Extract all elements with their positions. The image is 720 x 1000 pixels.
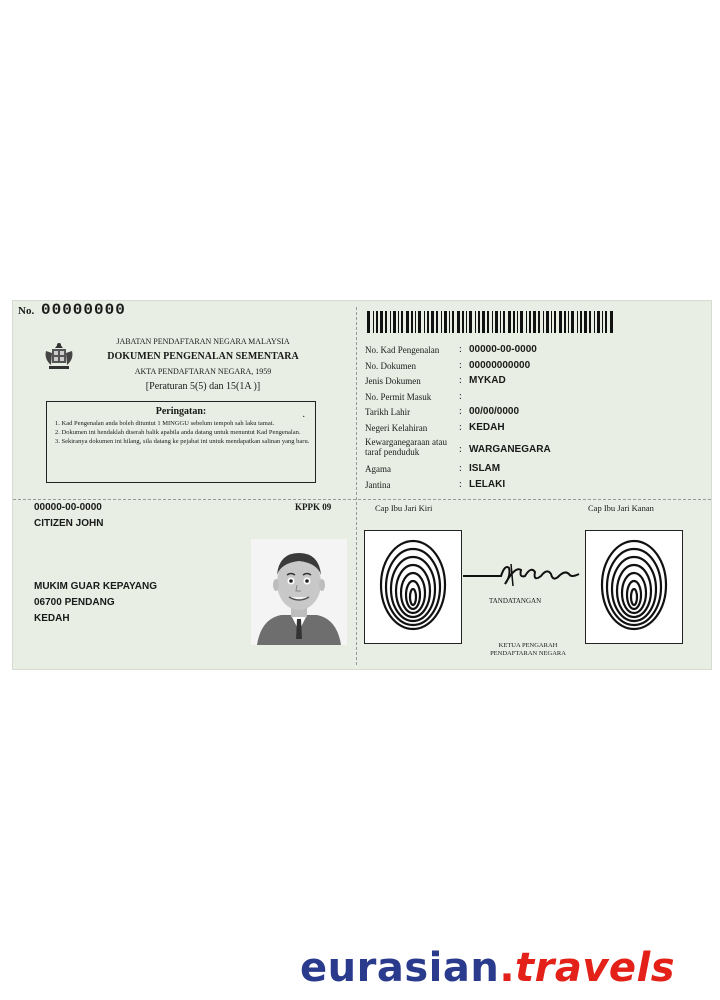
field-value: WARGANEGARA xyxy=(469,444,551,455)
barcode-bar xyxy=(380,311,383,333)
barcode-bar xyxy=(500,311,501,333)
barcode-bar xyxy=(564,311,566,333)
barcode-bar xyxy=(398,311,399,333)
warning-item: 1. Kad Pengenalan anda boleh dituntut 1 MINGGU sebelum tempoh sah laku tamat. xyxy=(55,420,275,427)
barcode-bar xyxy=(577,311,578,333)
office-code: KPPK 09 xyxy=(295,502,332,512)
field-row-ic-number xyxy=(365,343,705,359)
field-colon: : xyxy=(459,444,462,455)
holder-ic-number: 00000-00-0000 xyxy=(34,502,102,513)
warning-mark: . xyxy=(302,409,305,420)
barcode-bar xyxy=(571,311,574,333)
document-title: DOKUMEN PENGENALAN SEMENTARA xyxy=(107,351,299,362)
barcode-bar xyxy=(503,311,505,333)
barcode-bar xyxy=(475,311,476,333)
barcode-bar xyxy=(495,311,498,333)
field-value: 00000000000 xyxy=(469,359,531,371)
crest-icon xyxy=(41,339,77,375)
barcode-bar xyxy=(431,311,434,333)
signature-label: TANDATANGAN xyxy=(489,597,542,605)
field-label: No. Kad Pengenalan xyxy=(365,345,440,355)
barcode-bar xyxy=(594,311,595,333)
officer-title-line: KETUA PENGARAH xyxy=(498,642,558,649)
field-row-birth-state xyxy=(365,421,705,437)
field-label: Negeri Kelahiran xyxy=(365,422,428,433)
barcode-bar xyxy=(449,311,450,333)
temporary-id-document xyxy=(12,300,712,670)
right-thumb-label: Cap Ibu Jari Kanan xyxy=(588,503,654,513)
barcode-bar xyxy=(492,311,493,333)
barcode-bar xyxy=(424,311,425,333)
barcode-bar xyxy=(551,311,552,333)
field-row-gender xyxy=(365,478,705,494)
barcode-bar xyxy=(554,311,556,333)
warning-box xyxy=(46,401,316,483)
doc-number: 00000000 xyxy=(41,301,126,319)
barcode-bar xyxy=(385,311,387,333)
right-thumbprint-box xyxy=(585,530,683,644)
barcode-bar xyxy=(373,311,374,333)
barcode-bar xyxy=(482,311,485,333)
address-line: 06700 PENDANG xyxy=(34,597,115,608)
barcode-icon xyxy=(367,311,617,333)
field-row-permit xyxy=(365,390,705,406)
barcode-bar xyxy=(444,311,447,333)
warning-list xyxy=(55,420,310,447)
field-label: Jenis Dokumen xyxy=(365,376,421,386)
barcode-bar xyxy=(390,311,391,333)
field-row-doc-number xyxy=(365,359,705,375)
field-row-religion xyxy=(365,462,705,478)
barcode-bar xyxy=(546,311,549,333)
field-value: MYKAD xyxy=(469,375,506,386)
field-value: LELAKI xyxy=(469,478,506,490)
barcode-bar xyxy=(597,311,600,333)
vertical-perforation xyxy=(356,307,357,665)
barcode-bar xyxy=(605,311,607,333)
left-thumb-label: Cap Ibu Jari Kiri xyxy=(375,503,433,513)
barcode-bar xyxy=(508,311,511,333)
brand-dot: . xyxy=(499,945,516,991)
brand-name: eurasian xyxy=(300,945,500,991)
barcode-bar xyxy=(543,311,544,333)
barcode-bar xyxy=(401,311,403,333)
thumbprint-icon xyxy=(365,531,461,643)
field-label: No. Permit Masuk xyxy=(365,391,432,402)
barcode-bar xyxy=(452,311,454,333)
field-colon: : xyxy=(459,463,462,474)
field-colon: : xyxy=(459,390,462,402)
barcode-bar xyxy=(393,311,396,333)
field-colon: : xyxy=(459,406,462,417)
address-line: KEDAH xyxy=(34,613,70,624)
field-label: Kewarganegaraan atau taraf penduduk xyxy=(365,437,448,457)
barcode-bar xyxy=(406,311,409,333)
holder-address xyxy=(34,579,157,627)
thumbprint-icon xyxy=(586,531,682,643)
barcode-bar xyxy=(469,311,472,333)
left-thumbprint-box xyxy=(364,530,462,644)
address-line: MUKIM GUAR KEPAYANG xyxy=(34,581,157,592)
field-label: Agama xyxy=(365,464,391,474)
barcode-bar xyxy=(376,311,378,333)
barcode-bar xyxy=(529,311,531,333)
barcode-bar xyxy=(513,311,515,333)
field-colon: : xyxy=(459,359,462,371)
barcode-bar xyxy=(580,311,582,333)
field-label: Tarikh Lahir xyxy=(365,407,411,417)
field-value: KEDAH xyxy=(469,421,505,433)
barcode-bar xyxy=(411,311,413,333)
barcode-bar xyxy=(415,311,416,333)
officer-title xyxy=(453,642,603,658)
field-colon: : xyxy=(459,421,462,433)
department-name: JABATAN PENDAFTARAN NEGARA MALAYSIA xyxy=(116,337,290,346)
warning-title: Peringatan: xyxy=(155,406,207,417)
holder-photo xyxy=(251,539,347,645)
barcode-bar xyxy=(589,311,591,333)
barcode-bar xyxy=(441,311,442,333)
field-row-citizenship xyxy=(365,436,705,462)
barcode-bar xyxy=(526,311,527,333)
barcode-bar xyxy=(584,311,587,333)
brand-tld: travels xyxy=(515,945,676,991)
field-row-birth-date xyxy=(365,405,705,421)
field-label: Jantina xyxy=(365,479,391,490)
signature-icon xyxy=(461,556,585,592)
regulation-ref: [Peraturan 5(5) dan 15(1A )] xyxy=(145,381,261,392)
officer-title-line: PENDAFTARAN NEGARA xyxy=(490,650,566,657)
barcode-bar xyxy=(457,311,460,333)
barcode-bar xyxy=(436,311,438,333)
field-colon: : xyxy=(459,478,462,490)
barcode-bar xyxy=(367,311,370,333)
barcode-bar xyxy=(487,311,489,333)
doc-number-label: No. xyxy=(18,305,35,317)
barcode-bar xyxy=(568,311,569,333)
horizontal-perforation xyxy=(13,499,711,500)
barcode-bar xyxy=(466,311,467,333)
field-value: 00/00/0000 xyxy=(469,406,520,417)
field-label: No. Dokumen xyxy=(365,360,416,371)
act-name: AKTA PENDAFTARAN NEGARA, 1959 xyxy=(134,367,272,376)
warning-item: 2. Dokumen ini hendaklah diserah balik apabila anda datang untuk menuntut Kad Pengenalan. xyxy=(55,429,301,436)
barcode-bar xyxy=(478,311,480,333)
field-colon: : xyxy=(459,344,462,355)
field-row-doc-type xyxy=(365,374,705,390)
brand-logo xyxy=(300,945,675,991)
barcode-bar xyxy=(462,311,464,333)
barcode-bar xyxy=(559,311,562,333)
field-value: 00000-00-0000 xyxy=(469,344,537,355)
barcode-bar xyxy=(520,311,523,333)
details-fields xyxy=(365,343,705,493)
warning-item: 3. Sekiranya dokumen ini hilang, sila datang ke pejabat ini untuk mendapatkan salinan yang baru. xyxy=(55,438,310,445)
barcode-bar xyxy=(602,311,603,333)
barcode-bar xyxy=(418,311,421,333)
field-colon: : xyxy=(459,375,462,386)
field-value: ISLAM xyxy=(469,463,501,474)
barcode-bar xyxy=(610,311,613,333)
holder-name: CITIZEN JOHN xyxy=(34,518,104,529)
barcode-bar xyxy=(533,311,536,333)
barcode-bar xyxy=(427,311,429,333)
barcode-bar xyxy=(517,311,518,333)
barcode-bar xyxy=(538,311,540,333)
